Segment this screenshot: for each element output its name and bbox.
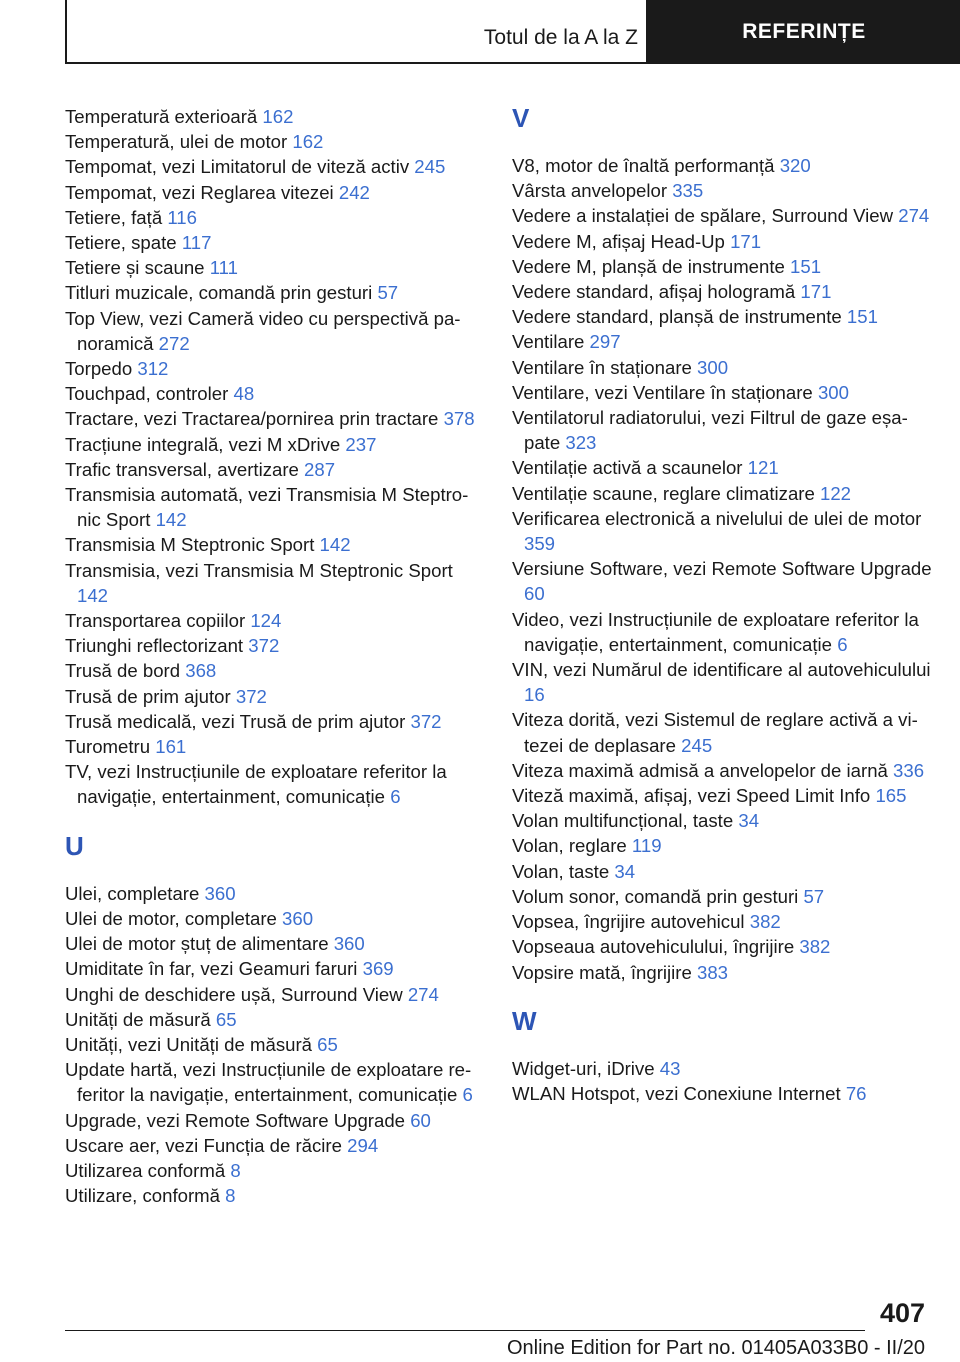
page-reference-link[interactable]: 122 [820,482,852,504]
edition-note: Online Edition for Part no. 01405A033B0 - II/20 [506,1337,925,1359]
index-entry [512,254,932,279]
index-entry [512,229,932,254]
index-entry-text: Transmisia M Steptronic Sport [65,534,315,556]
index-entry-text: Upgrade, vezi Remote Software Upgrade [65,1109,406,1131]
index-entry-text: Titluri muzicale, comandă prin gesturi [65,282,373,304]
index-entry-text: Unități, vezi Unități de măsură [65,1033,312,1055]
page-reference-link[interactable]: 151 [790,255,822,277]
page-reference-link[interactable]: 76 [845,1082,867,1104]
index-entry-text: Vedere M, planșă de instrumente [512,255,785,277]
page-reference-link[interactable]: 34 [738,810,760,832]
index-entry [512,707,932,757]
page-reference-link[interactable]: 111 [209,257,238,279]
index-entry [512,481,932,506]
page-reference-link[interactable]: 237 [345,433,377,455]
index-entry-text: Tempomat, vezi Reglarea vitezei [65,181,334,203]
page-reference-link[interactable]: 121 [747,457,779,479]
index-entry [65,1032,480,1057]
page-reference-link[interactable]: 382 [749,911,781,933]
index-column-left [65,104,480,1208]
page-reference-link[interactable]: 48 [233,383,255,405]
index-entry-text: Turometru [65,736,151,758]
page-reference-link[interactable]: 245 [414,156,446,178]
index-entry-text: Tetiere și scaune [65,257,205,279]
page-reference-link[interactable]: 360 [333,933,365,955]
index-column-right [512,104,932,1106]
index-entry-text: Unități de măsură [65,1008,211,1030]
page-reference-link[interactable]: 360 [282,907,314,929]
index-entry [65,532,480,557]
index-entry [65,457,480,482]
page-reference-link[interactable]: 171 [800,281,832,303]
index-entry [65,205,480,230]
page-reference-link[interactable]: 336 [893,759,925,781]
index-entry-text: WLAN Hotspot, vezi Conexiune Internet [512,1082,841,1104]
index-entry [65,608,480,633]
page-reference-link[interactable]: 242 [338,181,370,203]
section-title: Totul de la A la Z [483,26,638,49]
index-entry-text: Ventilație activă a scaunelor [512,457,743,479]
index-entry [65,759,480,809]
index-entry-text: Utilizare, conformă [65,1185,220,1207]
index-entry [512,833,932,858]
index-entry-text: Uscare aer, vezi Funcția de răcire [65,1134,342,1156]
index-entry-text: Ventilatorul radiatorului, vezi Filtrul de gaze eșapate [512,407,908,454]
index-entry-text: Vopsea, îngrijire autovehicul [512,911,745,933]
index-entry-text: Ventilare în staționare [512,356,692,378]
index-entry [512,556,932,606]
index-entry-text: Viteza dorită, vezi Sistemul de reglare activă a vitezei de deplasare [512,709,918,756]
page-reference-link[interactable]: 57 [377,282,399,304]
index-entry [65,709,480,734]
page-reference-link[interactable]: 272 [158,332,190,354]
page-reference-link[interactable]: 16 [524,684,545,706]
index-entry [512,203,932,228]
index-entry-text: Tracțiune integrală, vezi M xDrive [65,433,341,455]
page-reference-link[interactable]: 124 [250,610,282,632]
page-reference-link[interactable]: 323 [565,432,597,454]
page-reference-link[interactable]: 300 [697,356,729,378]
page-reference-link[interactable]: 368 [185,660,217,682]
index-entry-text: Utilizarea conformă [65,1159,226,1181]
index-entry [65,1057,480,1107]
page-reference-link[interactable]: 372 [248,635,280,657]
index-entry-text: Temperatură exterioară [65,106,258,127]
index-entry [65,1007,480,1032]
index-entry-text: Umiditate în far, vezi Geamuri faruri [65,958,358,980]
index-entry [65,684,480,709]
index-entry [65,129,480,154]
page-reference-link[interactable]: 312 [137,358,169,380]
index-entry-text: Touchpad, controler [65,383,229,405]
page-reference-link[interactable]: 119 [631,835,662,857]
page-reference-link[interactable]: 297 [589,331,621,353]
index-entry [65,881,480,906]
index-entry-text: V8, motor de înaltă performanță [512,155,775,176]
index-entry-text: Vedere standard, planșă de instrumente [512,306,842,328]
index-entry [65,180,480,205]
index-entry-text: Verificarea electronică a nivelului de ulei de motor [512,507,922,529]
index-entry-text: Vedere M, afișaj Head-Up [512,230,725,252]
index-entry-text: Versiune Software, vezi Remote Software Upgrade [512,558,932,580]
index-entry [512,909,932,934]
index-letter-heading: U [65,830,84,861]
index-entry [65,482,480,532]
page-reference-link[interactable]: 6 [390,786,401,808]
index-entry-text: Vârsta anvelopelor [512,180,668,202]
page-reference-link[interactable]: 142 [77,584,109,606]
index-entry-text: Tractare, vezi Tractarea/pornirea prin tractare [65,408,439,430]
index-letter-heading: V [512,103,530,133]
index-entry-text: Ventilare [512,331,585,353]
page-reference-link[interactable]: 320 [779,155,811,176]
page-reference-link[interactable]: 274 [898,205,930,227]
index-entry [65,381,480,406]
index-entry [65,558,480,608]
index-entry [512,884,932,909]
page-reference-link[interactable]: 57 [803,885,825,907]
index-entry [512,279,932,304]
chapter-title: REFERINȚE [742,20,866,43]
page-reference-link[interactable]: 372 [235,685,267,707]
index-entry-text: Ventilație scaune, reglare climatizare [512,482,815,504]
page-reference-link[interactable]: 294 [347,1134,379,1156]
index-entry [65,906,480,931]
page-reference-link[interactable]: 378 [443,408,475,430]
index-entry-text: Volan multifuncțional, taste [512,810,734,832]
index-entry [512,1056,932,1081]
index-entry [512,405,932,455]
index-entry-text: Ulei, completare [65,882,200,904]
index-entry-text: Torpedo [65,358,133,380]
index-entry [512,859,932,884]
index-entry-text: Volan, reglare [512,835,627,857]
index-entry [512,783,932,808]
page-reference-link[interactable]: 369 [362,958,394,980]
page-reference-link[interactable]: 335 [672,180,704,202]
page-reference-link[interactable]: 65 [215,1008,237,1030]
index-entry-text: Tempomat, vezi Limitatorul de viteză activ [65,156,410,178]
index-entry [65,154,480,179]
index-entry [65,432,480,457]
index-entry [512,758,932,783]
index-entry [65,306,480,356]
index-entry [65,633,480,658]
page-reference-link[interactable]: 142 [155,509,187,531]
index-entry-text: Update hartă, vezi Instrucțiunile de exploatare referitor la navigație, entertainment, comunicație [65,1059,472,1106]
index-entry-text: Trusă medicală, vezi Trusă de prim ajutor [65,710,406,732]
index-entry-text: TV, vezi Instrucțiunile de exploatare referitor la navigație, entertainment, comunicație [65,761,447,808]
page-reference-link[interactable]: 161 [155,736,187,758]
index-entry [512,808,932,833]
page-reference-link[interactable]: 60 [524,583,545,605]
page-reference-link[interactable]: 162 [292,131,324,153]
footer-divider [65,1330,865,1331]
index-entry-text: Triunghi reflectorizant [65,635,244,657]
page-reference-link[interactable]: 65 [317,1033,338,1055]
index-entry [65,255,480,280]
index-entry [65,931,480,956]
index-entry-text: VIN, vezi Numărul de identificare al autovehiculului [512,659,931,681]
index-entry [65,356,480,381]
index-entry [512,657,932,707]
index-entry-text: Widget-uri, iDrive [512,1057,655,1079]
index-entry [512,455,932,480]
index-entry [65,1158,480,1183]
page-reference-link[interactable]: 372 [410,710,442,732]
page-reference-link[interactable]: 43 [659,1057,681,1079]
page-reference-link[interactable]: 245 [681,734,713,756]
page-reference-link[interactable]: 8 [225,1185,236,1207]
index-entry [65,104,480,129]
page-reference-link[interactable]: 117 [181,232,212,254]
index-entry-text: Video, vezi Instrucțiunile de exploatare referitor la navigație, entertainment, comunicație [512,608,919,655]
page-reference-link[interactable]: 382 [799,936,831,958]
index-entry-text: Vopsire mată, îngrijire [512,961,692,983]
index-entry [512,506,932,556]
index-entry-text: Temperatură, ulei de motor [65,131,288,153]
page-reference-link[interactable]: 287 [304,458,336,480]
index-entry-text: Viteză maximă, afișaj, vezi Speed Limit Info [512,785,871,807]
page-reference-link[interactable]: 274 [407,983,439,1005]
index-entry-text: Tetiere, spate [65,232,177,254]
index-entry-text: Top View, vezi Cameră video cu perspectivă panoramică [65,307,461,354]
page-reference-link[interactable]: 359 [524,533,556,555]
page-reference-link[interactable]: 383 [697,961,729,983]
index-letter-heading: W [512,1005,537,1036]
page-reference-link[interactable]: 34 [614,860,636,882]
page-reference-link[interactable]: 6 [837,633,848,655]
page-reference-link[interactable]: 6 [462,1084,473,1106]
index-entry-text: Ulei de motor ștuț de alimentare [65,933,329,955]
index-entry-text: Vedere standard, afișaj hologramă [512,281,796,303]
index-entry-text: Trusă de bord [65,660,181,682]
page-reference-link[interactable]: 142 [319,534,351,556]
index-entry-text: Vopseaua autovehiculului, îngrijire [512,936,795,958]
index-entry [65,658,480,683]
index-entry-text: Transportarea copiilor [65,610,246,632]
index-entry [65,956,480,981]
index-entry [512,304,932,329]
index-entry [512,607,932,657]
index-entry [65,1133,480,1158]
index-entry [512,380,932,405]
page-reference-link[interactable]: 162 [262,106,294,127]
index-entry [65,1108,480,1133]
index-entry [65,280,480,305]
index-entry-text: Unghi de deschidere ușă, Surround View [65,983,403,1005]
page-reference-link[interactable]: 116 [167,206,197,228]
page-reference-link[interactable]: 165 [875,785,907,807]
index-entry [512,355,932,380]
index-entry [512,153,932,178]
index-entry [65,982,480,1007]
index-entry [65,734,480,759]
index-entry-text: Trafic transversal, avertizare [65,458,299,480]
page-reference-link[interactable]: 171 [730,230,762,252]
page-reference-link[interactable]: 60 [410,1109,431,1131]
index-entry-text: Ulei de motor, completare [65,907,277,929]
index-entry [512,1081,932,1106]
page-reference-link[interactable]: 8 [230,1159,241,1181]
index-entry-text: Tetiere, față [65,206,163,228]
index-entry-text: Viteza maximă admisă a anvelopelor de iarnă [512,759,888,781]
index-entry-text: Volum sonor, comandă prin gesturi [512,885,799,907]
page-reference-link[interactable]: 151 [846,306,878,328]
index-entry [512,329,932,354]
index-entry [512,178,932,203]
index-entry-text: Volan, taste [512,860,610,882]
index-entry [512,934,932,959]
chapter-tab [648,0,960,64]
index-entry-text: Transmisia automată, vezi Transmisia M Steptronic Sport [65,484,469,531]
page-number: 407 [879,1298,925,1328]
index-entry [65,406,480,431]
page-reference-link[interactable]: 360 [204,882,236,904]
index-entry [65,230,480,255]
index-entry-text: Trusă de prim ajutor [65,685,231,707]
index-entry-text: Ventilare, vezi Ventilare în staționare [512,381,813,403]
index-entry [512,960,932,985]
index-entry-text: Transmisia, vezi Transmisia M Steptronic Sport [65,559,453,581]
index-entry [65,1183,480,1208]
index-entry-text: Vedere a instalației de spălare, Surround View [512,205,894,227]
page-reference-link[interactable]: 300 [817,381,849,403]
